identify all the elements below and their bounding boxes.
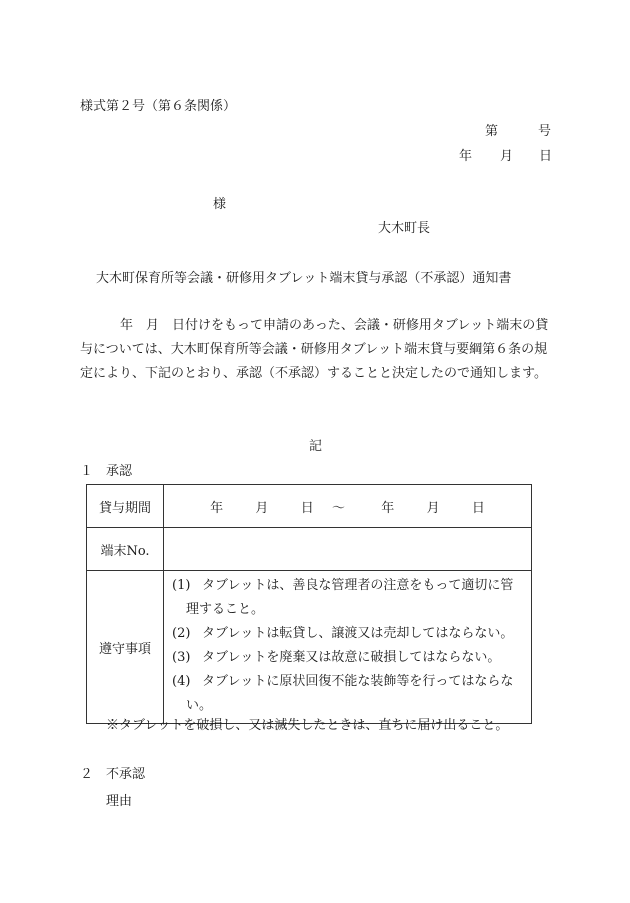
date-month: 月 <box>500 149 514 164</box>
ki-heading: 記 <box>309 439 323 454</box>
period-year2: 年 <box>381 500 395 516</box>
doc-number-suffix: 号 <box>538 124 552 139</box>
rule-continuation: い。 <box>186 698 213 713</box>
issuer: 大木町長 <box>378 221 431 236</box>
rule-text: タブレットを廃棄又は故意に破損してはならない。 <box>202 650 501 665</box>
rules-label: 遵守事項 <box>87 571 164 724</box>
period-month2: 月 <box>426 500 440 516</box>
rule-item <box>172 622 525 646</box>
doc-number-prefix: 第 <box>485 124 499 139</box>
rule-number: (2) <box>172 626 191 641</box>
section2-heading: ２ 不承認 <box>80 767 146 782</box>
date-year: 年 <box>459 149 473 164</box>
damage-note: ※タブレットを破損し、又は滅失したときは、直ちに届け出ること。 <box>106 718 509 733</box>
terminal-value <box>164 528 532 571</box>
period-day1: 日 <box>300 500 314 516</box>
period-month1: 月 <box>255 500 269 516</box>
rule-text: タブレットは転貸し、譲渡又は売却してはならない。 <box>202 626 514 641</box>
rule-text: タブレットに原状回復不能な装飾等を行ってはならな <box>202 674 514 689</box>
document-title: 大木町保育所等会議・研修用タブレット端末貸与承認（不承認）通知書 <box>96 271 512 286</box>
body-text: 年 月 日付けをもって申請のあった、会議・研修用タブレット端末の貸与については、大木町保育所等会議・研修用タブレット端末貸与要綱第６条の規定により、下記のとおり、承認（不承認）することと決定したので通知します。 <box>80 318 549 381</box>
reason-label: 理由 <box>106 794 133 809</box>
approval-table <box>86 484 532 724</box>
terminal-row <box>87 528 532 571</box>
rule-number: (4) <box>172 674 191 689</box>
body-paragraph <box>80 314 552 386</box>
period-row <box>87 485 532 528</box>
rule-item <box>172 574 525 622</box>
rules-row <box>87 571 532 724</box>
date-day: 日 <box>539 149 553 164</box>
form-number: 様式第２号（第６条関係） <box>80 99 237 114</box>
period-tilde: ～ <box>331 500 345 516</box>
terminal-label: 端末No. <box>87 528 164 571</box>
rule-continuation: 理すること。 <box>186 602 265 617</box>
rule-number: (1) <box>172 578 191 593</box>
section1-heading: １ 承認 <box>80 464 133 479</box>
period-label: 貸与期間 <box>87 485 164 528</box>
rule-item <box>172 646 525 670</box>
rule-item <box>172 670 525 718</box>
rules-list <box>164 571 532 724</box>
period-day2: 日 <box>471 500 485 516</box>
period-value <box>164 485 532 528</box>
period-year1: 年 <box>210 500 224 516</box>
rule-number: (3) <box>172 650 191 665</box>
addressee-suffix: 様 <box>213 197 227 212</box>
rule-text: タブレットは、善良な管理者の注意をもって適切に管 <box>202 578 514 593</box>
